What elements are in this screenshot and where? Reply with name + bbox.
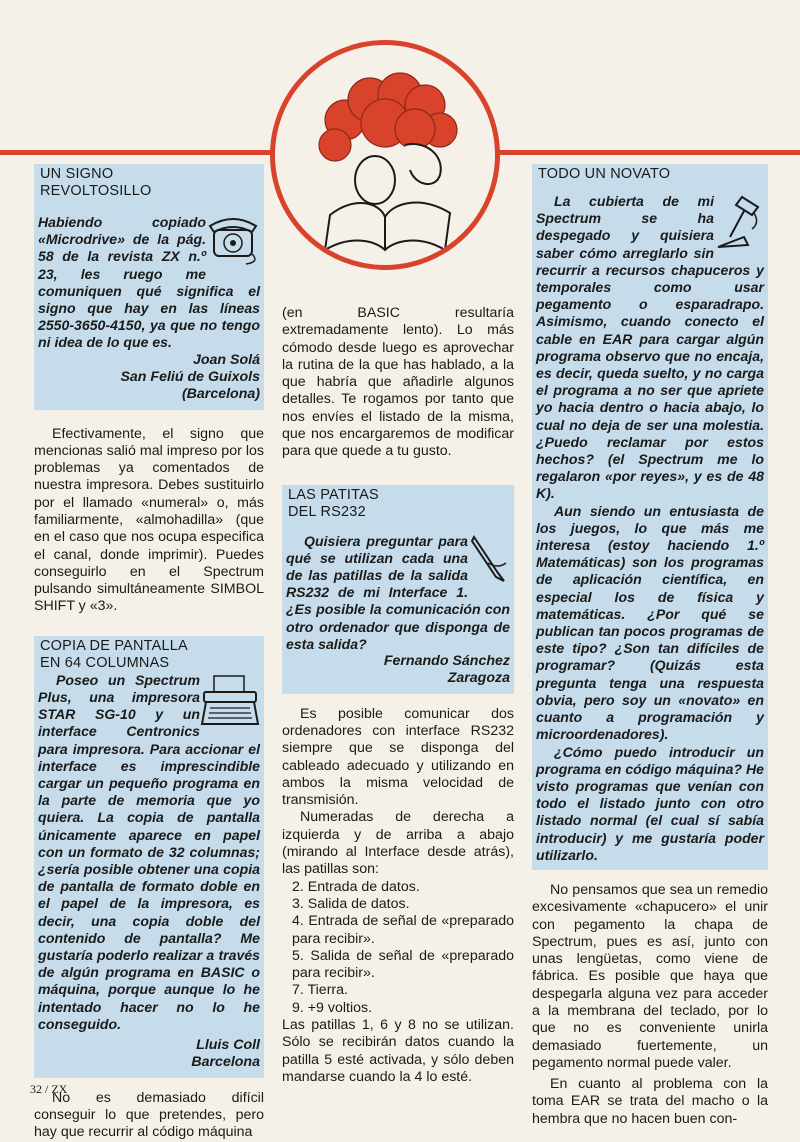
telephone-icon xyxy=(206,214,260,266)
letter-text: Quisiera preguntar para qué se utilizan cada una de las patillas de la salida RS232 de mi Interface 1. ¿Es posible la comunicación con otro ordenador que disponga de esta salida? xyxy=(286,532,510,652)
letter-text: ¿Cómo puedo introducir un programa en código máquina? He visto programas que venían con todo el listado junto con otro listado normal (el cual sí sabía introducir) y me gustaría poder utilizarlo. xyxy=(536,743,764,863)
page-folio: 32 / ZX xyxy=(30,1082,68,1096)
column-3 xyxy=(532,164,768,1128)
desk-lamp-icon xyxy=(714,193,764,251)
section-title-novato: TODO UN NOVATO xyxy=(538,166,671,182)
letter-signature: Lluis Coll Barcelona xyxy=(191,1037,260,1071)
answer-text: Efectivamente, el signo que mencionas salió mal impreso por los problemas ya comentados de nuestra impresora. Debes sustituirlo por el llamado «numeral» o, más familiarmente, «almohadilla» (que en el caso que nos ocupa especifica el canal, donde imprimir). Puedes conseguirlo en el Spectrum pulsando simultáneamente SIMBOL SHIFT y «3». xyxy=(34,425,264,615)
letter-text: La cubierta de mi Spectrum se ha despegado y quisiera saber cómo arreglarlo sin recurrir a recursos chapuceros y temporales como usar pegamento o esparadrapo. Asimismo, cuando conecto el cable en EAR para cargar algún programa observo que no encaja, es decir, queda suelto, y no carga el programa a no ser que apriete yo hacia dentro o hacia abajo, lo cual no deja de ser una molestia. ¿Puedo reclamar por estos hechos? (el Spectrum me lo regalaron «por reyes», y es de 48 K). xyxy=(536,193,764,502)
typewriter-icon xyxy=(200,672,260,728)
answer-text: Numeradas de derecha a izquierda y de arriba a abajo (mirando al Interface desde atrás), las patillas son: xyxy=(282,809,514,878)
answer-text: En cuanto al problema con la toma EAR se trata del macho o la hembra que no hacen buen con- xyxy=(532,1076,768,1127)
section-title-copia-pantalla: COPIA DE PANTALLA EN 64 COLUMNAS xyxy=(40,637,188,671)
list-item: 7. Tierra. xyxy=(292,982,348,999)
section-title-patitas: LAS PATITAS DEL RS232 xyxy=(288,486,379,520)
letter-box-patitas-rs232 xyxy=(282,485,514,694)
letter-box-todo-novato xyxy=(532,164,768,870)
answer-text: No es demasiado difícil conseguir lo que pretendes, pero hay que recurrir al código máquina xyxy=(34,1089,264,1141)
pin-list xyxy=(282,879,514,1017)
letter-text: Aun siendo un entusiasta de los juegos, lo que más me interesa (estoy haciendo 1.º Matemáticas) son los programas de aplicación científica, en especial los de física y matemáticas. ¿Por qué se publican tan pocos programas de este tipo? ¿Son tan difíciles de programar? (Quizás esta pregunta tenga una respuesta obvia, pero soy un «novato» en cuanto a programación y microordenadores). xyxy=(536,502,764,743)
letter-text: Habiendo copiado «Microdrive» de la pág. 58 de la revista ZX n.º 23, les ruego me comuniquen qué significa el signo que hay en las líneas 2550-3650-4150, ya que no tengo ni idea de lo que es. xyxy=(38,214,260,351)
letter-box-copia-pantalla xyxy=(34,636,264,1078)
answer-text: Es posible comunicar dos ordenadores con interface RS232 siempre que se disponga del cableado adecuado y utilizando en ambos la misma velocidad de transmisión. xyxy=(282,705,514,809)
answer-continued-text: (en BASIC resultaría extremadamente lento). Lo más cómodo desde luego es aprovechar la rutina de la que has hablado, a la que habría que añadirle algunos detalles. Te rogamos por tanto que nos envíes el listado de la misma, que nos encargaremos de modificar para que quede a tu gusto. xyxy=(282,305,514,460)
column-1 xyxy=(34,164,264,1142)
list-item: 4. Entrada de señal de «preparado para recibir». xyxy=(292,913,514,947)
letter-signature: Joan Solá San Feliú de Guixols (Barcelona) xyxy=(120,351,260,403)
pen-icon xyxy=(468,533,510,585)
list-item: 5. Salida de señal de «preparado para recibir». xyxy=(292,947,514,982)
list-item: 3. Salida de datos. xyxy=(292,895,410,912)
answer-text: Las patillas 1, 6 y 8 no se utilizan. Sólo se recibirán datos cuando la patilla 5 esté activada, y sólo deben mandarse cuando la 4 lo esté. xyxy=(282,1017,514,1085)
list-item: 2. Entrada de datos. xyxy=(292,878,420,895)
section-title-un-signo: UN SIGNO REVOLTOSILLO xyxy=(40,166,152,199)
letter-box-un-signo xyxy=(34,164,264,410)
column-2 xyxy=(282,305,514,1086)
list-item: 9. +9 voltios. xyxy=(292,999,373,1016)
answer-text: No pensamos que sea un remedio excesivamente «chapucero» el unir con pegamento la chapa de Spectrum, pues es así, junto con unas lengüetas, como viene de fábrica. Es posible que haya que despegarla alguna vez para acceder a la membrana del teclado, por lo que no es conveniente unirla demasiado fuertemente, un pegamento normal puede valer. xyxy=(532,881,768,1071)
reader-illustration xyxy=(270,40,500,270)
letter-signature: Fernando Sánchez Zaragoza xyxy=(383,653,510,687)
reader-reading-book-icon xyxy=(275,45,495,265)
letter-text: Poseo un Spectrum Plus, una impresora STAR SG-10 y un interface Centronics para impresora. Para accionar el interface es imprescindible cargar un pequeño programa en la parte de memoria que yo quiera. La copia de pantalla únicamente aparece en papel con un formato de 32 columnas; ¿sería posible obtener una copia de pantalla de formato doble en el papel de la impresora, es decir, una copia doble del contenido de pantalla? Me gustaría poderlo realizar a través de algún programa en BASIC o máquina, porque aunque lo he intentado hacer no lo he conseguido. xyxy=(38,671,260,1032)
